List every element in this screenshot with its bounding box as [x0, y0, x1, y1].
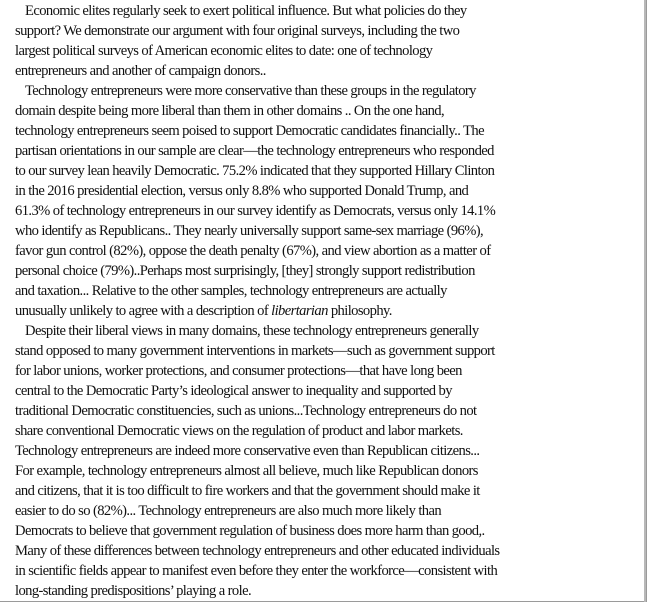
italic-term: libertarian [271, 303, 328, 319]
text-line: support? We demonstrate our argument with four original surveys, including the two [15, 23, 460, 39]
paragraph-3 [5, 321, 642, 601]
text-line: favor gun control (82%), oppose the death penalty (67%), and view abortion as a matter of [15, 243, 491, 259]
text-line: traditional Democratic constituencies, such as unions...Technology entrepreneurs do not [15, 403, 477, 419]
paragraph-1 [5, 1, 642, 81]
text-line: and citizens, that it is too difficult to fire workers and that the government should make it [15, 483, 480, 499]
paragraph-2 [5, 81, 642, 321]
text-line: to our survey lean heavily Democratic. 75.2% indicated that they supported Hillary Clinton [15, 163, 495, 179]
text-line: Technology entrepreneurs were more conservative than these groups in the regulatory [25, 83, 476, 99]
text-line: in scientific fields appear to manifest even before they enter the workforce—consistent with [15, 563, 498, 579]
text-line: 61.3% of technology entrepreneurs in our survey identify as Democrats, versus only 14.1% [15, 203, 496, 219]
text-run: philosophy. [327, 303, 392, 319]
text-line: partisan orientations in our sample are clear—the technology entrepreneurs who responded [15, 143, 494, 159]
text-line: in the 2016 presidential election, versus only 8.8% who supported Donald Trump, and [15, 183, 469, 199]
window-edge [644, 0, 646, 602]
text-line: who identify as Republicans.. They nearly universally support same-sex marriage (96%), [15, 223, 484, 239]
text-line [5, 301, 642, 321]
text-line: personal choice (79%)..Perhaps most surprisingly, [they] strongly support redistribution [15, 263, 475, 279]
text-line: easier to do so (82%)... Technology entrepreneurs are also much more likely than [15, 503, 442, 519]
text-line: For example, technology entrepreneurs almost all believe, much like Republican donors [15, 463, 478, 479]
text-line: technology entrepreneurs seem poised to support Democratic candidates financially.. The [15, 123, 484, 139]
text-line: Despite their liberal views in many domains, these technology entrepreneurs generally [25, 323, 479, 339]
text-line: largest political surveys of American economic elites to date: one of technology [15, 43, 433, 59]
text-line: share conventional Democratic views on the regulation of product and labor markets. [15, 423, 463, 439]
text-line: central to the Democratic Party’s ideological answer to inequality and supported by [15, 383, 452, 399]
text-line: long-standing predispositions’ playing a role. [15, 583, 251, 599]
text-run: unusually unlikely to agree with a description of [15, 303, 272, 319]
text-line: Economic elites regularly seek to exert political influence. But what policies do they [25, 3, 467, 19]
text-line: and taxation... Relative to the other samples, technology entrepreneurs are actually [15, 283, 447, 299]
text-line: Technology entrepreneurs are indeed more conservative even than Republican citizens... [15, 443, 480, 459]
text-line: domain despite being more liberal than them in other domains .. On the one hand, [15, 103, 445, 119]
text-line: for labor unions, worker protections, and consumer protections—that have long been [15, 363, 462, 379]
text-line: Democrats to believe that government regulation of business does more harm than good,. [15, 523, 485, 539]
text-line: stand opposed to many government interventions in markets—such as government support [15, 343, 495, 359]
text-line: Many of these differences between technology entrepreneurs and other educated individuals [15, 543, 500, 559]
document-body [5, 1, 642, 601]
text-line: entrepreneurs and another of campaign donors.. [15, 63, 266, 79]
